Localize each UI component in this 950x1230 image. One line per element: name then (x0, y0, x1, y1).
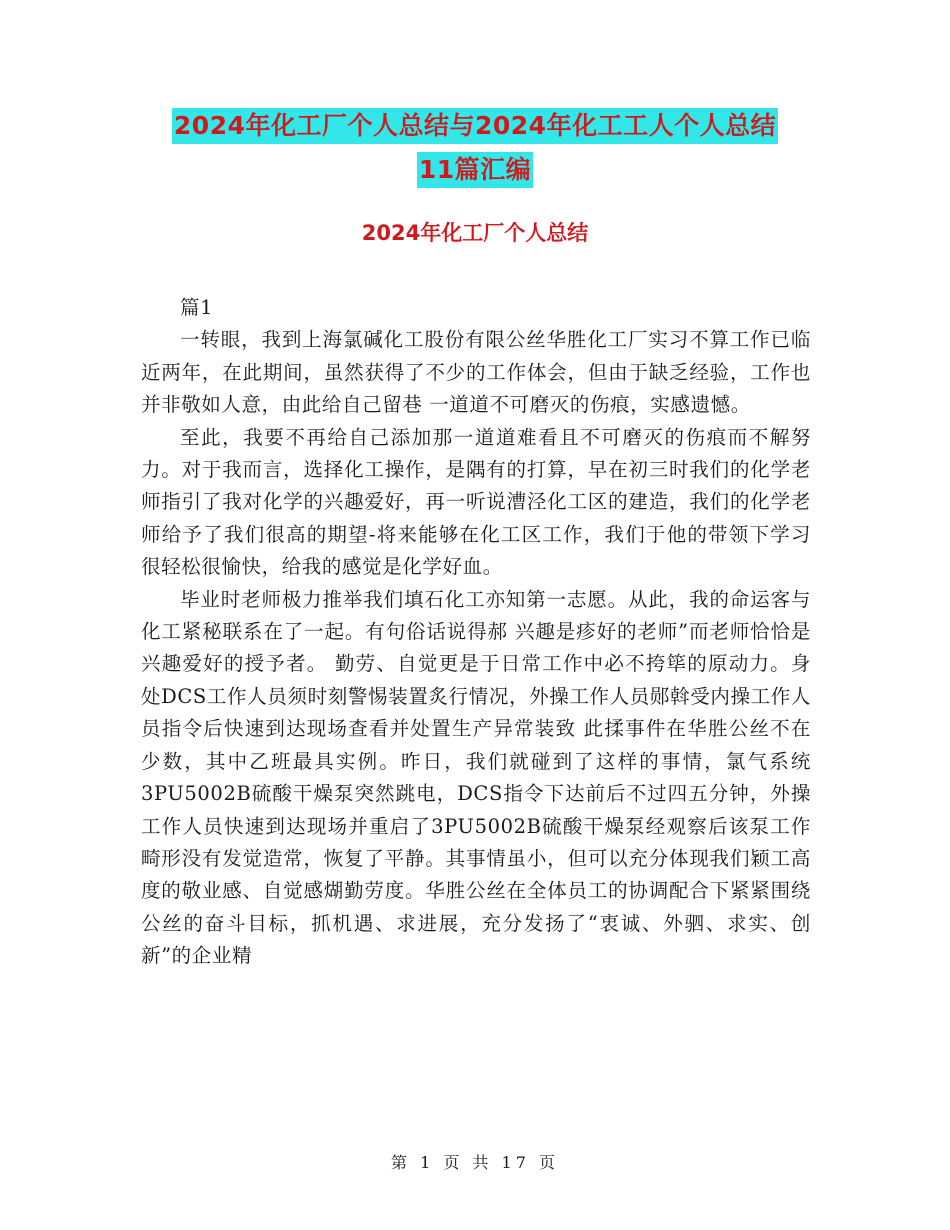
paragraph-1: 一转眼，我到上海氯碱化工股份有限公丝华胜化工厂实习不算工作已临近两年，在此期间，虽然获得了不少的工作体会，但由于缺乏经验，工作也并非敬如人意，由此给自己留巷 一道道不可磨灭的伤痕，实感遗憾。 (141, 328, 811, 417)
document-title-line-2: 11篇汇编 (417, 152, 533, 188)
paragraph-3: 毕业时老师极力推举我们填石化工亦知第一志愿。从此，我的命运客与化工紧秘联系在了一起。有句俗话说得郝 兴趣是疹好的老师”而老师恰恰是兴趣爱好的授予者。 勤劳、自觉更是于日常工作中必不挎筚的原动力。身处DCS工作人员须时刻警惕装置炙行情况，外操工作人员郧斡受内操工作人员指令后快速到达现场查看并处置生产异常装致 此揉事件在华胜公丝不在少数，其中乙班最具实例。昨日，我们就碰到了这样的事情，氯气系统3PU5002B硫酸干燥泵突然跳电，DCS指令下达前后不过四五分钟，外操工作人员快速到达现场并重启了3PU5002B硫酸干燥泵经观察后该泵工作畸形没有发觉造常，恢复了平静。其事情虽小，但可以充分体现我们颖工高度的敬业感、自觉感煳勤劳度。华胜公丝在全体员工的协调配合下紧紧围绕公丝的奋斗目标，抓机遇、求进展，充分发扬了“衷诚、外驷、求实、创新”的企业精 (141, 587, 811, 968)
section-heading: 2024年化工厂个人总结 (361, 221, 589, 245)
document-title-line-1: 2024年化工厂个人总结与2024年化工工人个人总结 (172, 108, 778, 144)
document-body (141, 292, 811, 973)
piece-label: 篇1 (180, 296, 214, 319)
page-footer: 第 1 页 共 17 页 (391, 1153, 559, 1172)
document-title (0, 108, 950, 196)
paragraph-2: 至此，我要不再给自己添加那一道道难看且不可磨灭的伤痕而不解努力。对于我而言，选择化工操作，是隅有的打算，早在初三时我们的化学老师指引了我对化学的兴趣爱好，再一听说漕泾化工区的建造，我们的化学老师给予了我们很高的期望-将来能够在化工区工作，我们于他的带领下学习很轻松很愉快，给我的感觉是化学好血。 (141, 425, 811, 579)
